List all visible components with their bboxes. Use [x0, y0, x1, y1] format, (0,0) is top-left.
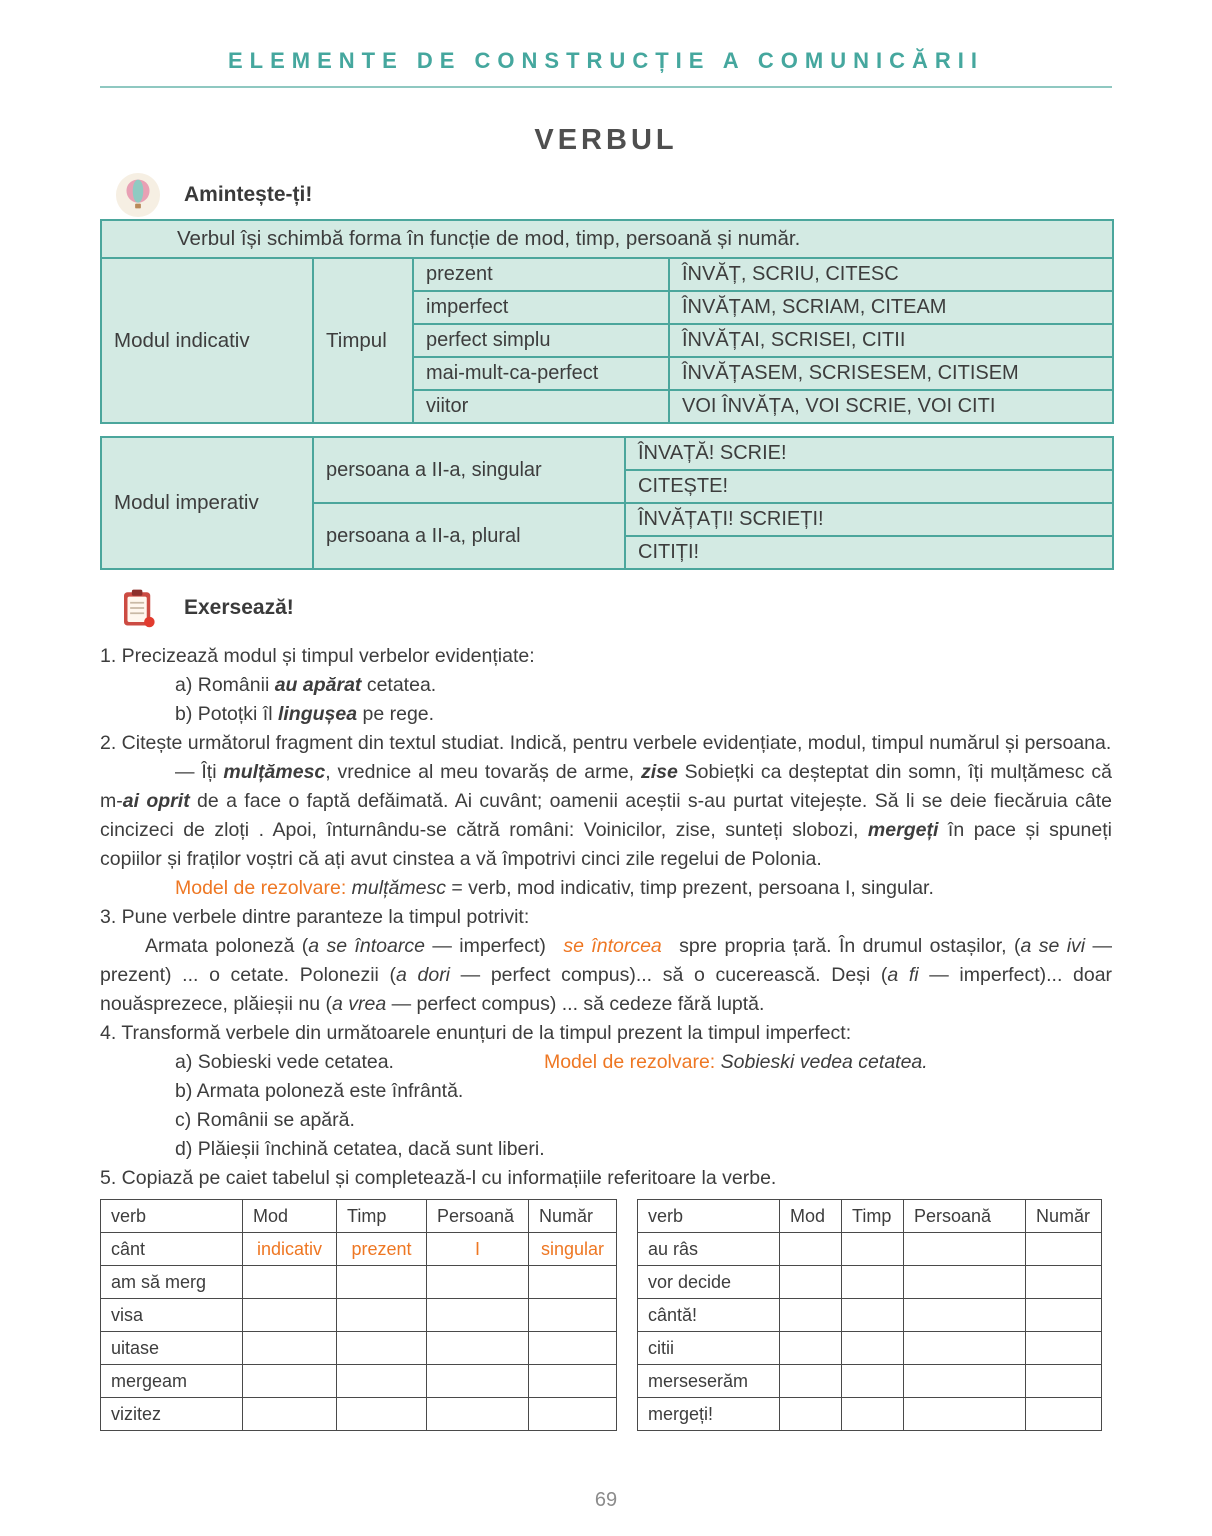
exercise-4-item-a-text: a) Sobieski vede cetatea. — [175, 1051, 394, 1073]
text-segment: — imperfect) — [424, 935, 554, 957]
text-segment: a dori — [396, 964, 451, 986]
table-cell: vor decide — [638, 1266, 780, 1299]
table-cell — [780, 1266, 842, 1299]
table-cell — [529, 1365, 617, 1398]
examples-cell: CITEȘTE! — [625, 470, 1113, 503]
exercise-4-item-b: b) Armata poloneză este înfrântă. — [175, 1080, 464, 1102]
table-cell: singular — [529, 1233, 617, 1266]
verb-table-left-body — [101, 1233, 617, 1431]
table-cell: vizitez — [101, 1398, 243, 1431]
exercise-3-body — [100, 932, 1112, 1019]
table-cell — [1026, 1299, 1102, 1332]
examples-cell: VOI ÎNVĂȚA, VOI SCRIE, VOI CITI — [669, 390, 1113, 423]
table-row — [638, 1299, 1102, 1332]
text-segment: a fi — [887, 964, 919, 986]
text-segment: mergeți — [867, 819, 939, 841]
table-cell: au râs — [638, 1233, 780, 1266]
examples-cell: ÎNVĂȚAȚI! SCRIEȚI! — [625, 503, 1113, 536]
verb-intro-cell: Verbul își schimbă forma în funcție de mod, timp, persoană și număr. — [101, 220, 1113, 258]
practice-label: Exersează! — [184, 596, 294, 619]
exercise-4-item-c: c) Românii se apără. — [175, 1109, 355, 1131]
table-header-row — [101, 1200, 617, 1233]
table-row — [101, 1365, 617, 1398]
verb-tables — [100, 1199, 1112, 1431]
table-cell — [780, 1233, 842, 1266]
remember-label: Amintește-ți! — [184, 183, 313, 206]
table-cell — [842, 1332, 904, 1365]
table-cell — [904, 1233, 1026, 1266]
text-segment: pe rege. — [357, 703, 435, 725]
text-segment: — perfect compus) ... să cedeze fără luptă. — [386, 993, 765, 1015]
table-row — [101, 437, 1113, 470]
table-row — [638, 1332, 1102, 1365]
table-cell: merseserăm — [638, 1365, 780, 1398]
verb-table-right-body — [638, 1233, 1102, 1431]
column-header-numar: Număr — [1026, 1200, 1102, 1233]
exercise-2-fragment — [100, 758, 1112, 874]
table-cell — [427, 1398, 529, 1431]
text-segment: în pace și spuneți copiilor și fraților voștri că ați avut cinstea a vă împotrivi cinci zile regelui de Polonia. — [100, 819, 1112, 870]
table-cell — [780, 1299, 842, 1332]
table-cell — [904, 1398, 1026, 1431]
table-cell — [904, 1266, 1026, 1299]
table-cell — [337, 1266, 427, 1299]
mode-imperative-cell: Modul imperativ — [101, 437, 313, 569]
text-segment: spre propria țară. În drumul ostașilor, ( — [671, 935, 1021, 957]
table-cell: uitase — [101, 1332, 243, 1365]
person-cell: persoana a II-a, singular — [313, 437, 625, 503]
column-header-verb: verb — [638, 1200, 780, 1233]
examples-cell: ÎNVĂȚASEM, SCRISESEM, CITISEM — [669, 357, 1113, 390]
table-cell — [337, 1398, 427, 1431]
table-row — [638, 1398, 1102, 1431]
text-segment: a vrea — [331, 993, 387, 1015]
exercises — [100, 642, 1112, 1193]
examples-cell: CITIȚI! — [625, 536, 1113, 569]
text-segment: a se ivi — [1020, 935, 1086, 957]
exercise-2-heading: 2. Citește următorul fragment din textul studiat. Indică, pentru verbele evidențiate, modul, timpul numărul și persoana. — [100, 732, 1112, 754]
column-header-verb: verb — [101, 1200, 243, 1233]
column-header-mod: Mod — [780, 1200, 842, 1233]
remember-section-label — [100, 171, 1112, 219]
tense-cell: viitor — [413, 390, 669, 423]
text-segment: Model de rezolvare: — [175, 877, 352, 899]
mode-indicative-cell: Modul indicativ — [101, 258, 313, 423]
text-segment: , vrednice al meu tovarăș de arme, — [325, 761, 641, 783]
table-cell — [1026, 1266, 1102, 1299]
practice-section-label — [100, 584, 1112, 632]
text-segment: au apărat — [274, 674, 362, 696]
table-cell — [529, 1266, 617, 1299]
text-segment: Sobieski vedea cetatea. — [720, 1051, 928, 1073]
text-segment: Model de rezolvare: — [543, 1051, 721, 1073]
table-cell — [427, 1266, 529, 1299]
text-segment: Armata poloneză ( — [145, 935, 309, 957]
verb-table-right — [637, 1199, 1102, 1431]
table-cell: cântă! — [638, 1299, 780, 1332]
tense-cell: prezent — [413, 258, 669, 291]
table-row — [101, 1266, 617, 1299]
table-cell: visa — [101, 1299, 243, 1332]
text-segment: — Îți — [175, 761, 224, 783]
table-cell — [337, 1365, 427, 1398]
table-cell: I — [427, 1233, 529, 1266]
table-cell — [243, 1299, 337, 1332]
text-segment: b) Potoțki îl — [175, 703, 278, 725]
indicative-table — [100, 219, 1114, 424]
exercise-5-heading: 5. Copiază pe caiet tabelul și completează-l cu informațiile referitoare la verbe. — [100, 1167, 777, 1189]
table-cell — [1026, 1332, 1102, 1365]
person-cell: persoana a II-a, plural — [313, 503, 625, 569]
imperative-table — [100, 436, 1114, 570]
table-cell — [427, 1365, 529, 1398]
table-cell — [842, 1398, 904, 1431]
text-segment: lingușea — [277, 703, 358, 725]
column-header-persoana: Persoană — [904, 1200, 1026, 1233]
page-content — [100, 0, 1112, 1431]
exercise-1-heading: 1. Precizează modul și timpul verbelor evidențiate: — [100, 645, 535, 667]
table-cell — [337, 1332, 427, 1365]
examples-cell: ÎNVĂȚAM, SCRIAM, CITEAM — [669, 291, 1113, 324]
page-title: VERBUL — [534, 124, 678, 156]
chapter-header: ELEMENTE DE CONSTRUCȚIE A COMUNICĂRII — [227, 48, 985, 73]
table-cell — [243, 1266, 337, 1299]
table-cell — [427, 1332, 529, 1365]
table-cell: mergeam — [101, 1365, 243, 1398]
table-cell — [427, 1299, 529, 1332]
table-cell — [842, 1233, 904, 1266]
table-cell — [243, 1365, 337, 1398]
text-segment: mulțămesc — [223, 761, 326, 783]
table-row — [101, 1299, 617, 1332]
table-cell: mergeți! — [638, 1398, 780, 1431]
text-segment: Sobiețki ca deșteptat din somn, îți mulțămesc că m- — [100, 761, 1112, 812]
column-header-numar: Număr — [529, 1200, 617, 1233]
tense-cell: perfect simplu — [413, 324, 669, 357]
table-cell — [243, 1332, 337, 1365]
exercise-4-item-d: d) Plăieșii închină cetatea, dacă sunt liberi. — [175, 1138, 545, 1160]
examples-cell: ÎNVĂȚAI, SCRISEI, CITII — [669, 324, 1113, 357]
text-segment: ai oprit — [122, 790, 190, 812]
table-cell: citii — [638, 1332, 780, 1365]
text-segment: cetatea. — [361, 674, 437, 696]
table-cell: cânt — [101, 1233, 243, 1266]
table-row — [101, 258, 1113, 291]
examples-cell: ÎNVĂȚ, SCRIU, CITESC — [669, 258, 1113, 291]
verb-table-left — [100, 1199, 617, 1431]
text-segment: a) Românii — [175, 674, 275, 696]
tense-cell: imperfect — [413, 291, 669, 324]
table-cell — [337, 1299, 427, 1332]
table-row — [101, 1398, 617, 1431]
text-segment: zise — [640, 761, 678, 783]
table-header-row — [638, 1200, 1102, 1233]
column-header-timp: Timp — [842, 1200, 904, 1233]
clipboard-icon — [114, 584, 162, 632]
table-row — [101, 220, 1113, 258]
table-cell — [904, 1332, 1026, 1365]
tense-cell: mai-mult-ca-perfect — [413, 357, 669, 390]
exercise-1-item-a — [100, 671, 1112, 700]
table-cell — [1026, 1233, 1102, 1266]
table-cell — [529, 1332, 617, 1365]
balloon-icon — [114, 171, 162, 219]
table-row — [638, 1233, 1102, 1266]
table-cell — [780, 1332, 842, 1365]
table-cell: indicativ — [243, 1233, 337, 1266]
table-cell — [904, 1365, 1026, 1398]
table-cell — [842, 1266, 904, 1299]
exercise-2-model — [100, 874, 1112, 903]
text-segment: mulțămesc — [351, 877, 446, 899]
exercise-4-heading: 4. Transformă verbele din următoarele enunțuri de la timpul prezent la timpul imperfect: — [100, 1022, 852, 1044]
text-segment: — imperfect)... doar nouăsprezece, plăieșii nu ( — [100, 964, 1113, 1015]
table-cell — [529, 1299, 617, 1332]
column-header-timp: Timp — [337, 1200, 427, 1233]
exercise-1-item-b — [100, 700, 1112, 729]
examples-cell: ÎNVAȚĂ! SCRIE! — [625, 437, 1113, 470]
text-segment: — perfect compus)... să o cucerească. Deși ( — [450, 964, 888, 986]
exercise-3-heading: 3. Pune verbele dintre paranteze la timpul potrivit: — [100, 906, 530, 928]
header-divider — [100, 86, 1112, 88]
exercise-4-model — [544, 1051, 928, 1073]
column-header-persoana: Persoană — [427, 1200, 529, 1233]
text-segment: de a face o faptă defăimată. Ai cuvânt; oamenii aceștii s-au purtat vitejește. Să li se deie fiecăruia câte cincizeci de zloți . Apoi, înturnându-se cătră români: Voinicilor, zise, sunteți slobozi, — [100, 790, 1112, 841]
table-row — [101, 1332, 617, 1365]
table-cell: am să merg — [101, 1266, 243, 1299]
table-row — [638, 1266, 1102, 1299]
table-cell: prezent — [337, 1233, 427, 1266]
text-segment: — prezent) ... o cetate. Polonezii ( — [100, 935, 1113, 986]
table-cell — [529, 1398, 617, 1431]
table-cell — [1026, 1398, 1102, 1431]
table-cell — [904, 1299, 1026, 1332]
text-segment: a se întoarce — [308, 935, 425, 957]
exercise-4-item-a — [100, 1048, 1112, 1077]
table-cell — [842, 1299, 904, 1332]
time-label-cell: Timpul — [313, 258, 413, 423]
column-header-mod: Mod — [243, 1200, 337, 1233]
table-cell — [780, 1398, 842, 1431]
table-row — [638, 1365, 1102, 1398]
table-cell — [243, 1398, 337, 1431]
table-cell — [780, 1365, 842, 1398]
table-cell — [1026, 1365, 1102, 1398]
text-segment: = verb, mod indicativ, timp prezent, persoana I, singular. — [445, 877, 934, 899]
table-cell — [842, 1365, 904, 1398]
text-segment: se întorcea — [563, 935, 662, 957]
page-number: 69 — [594, 1489, 618, 1511]
table-row — [101, 1233, 617, 1266]
